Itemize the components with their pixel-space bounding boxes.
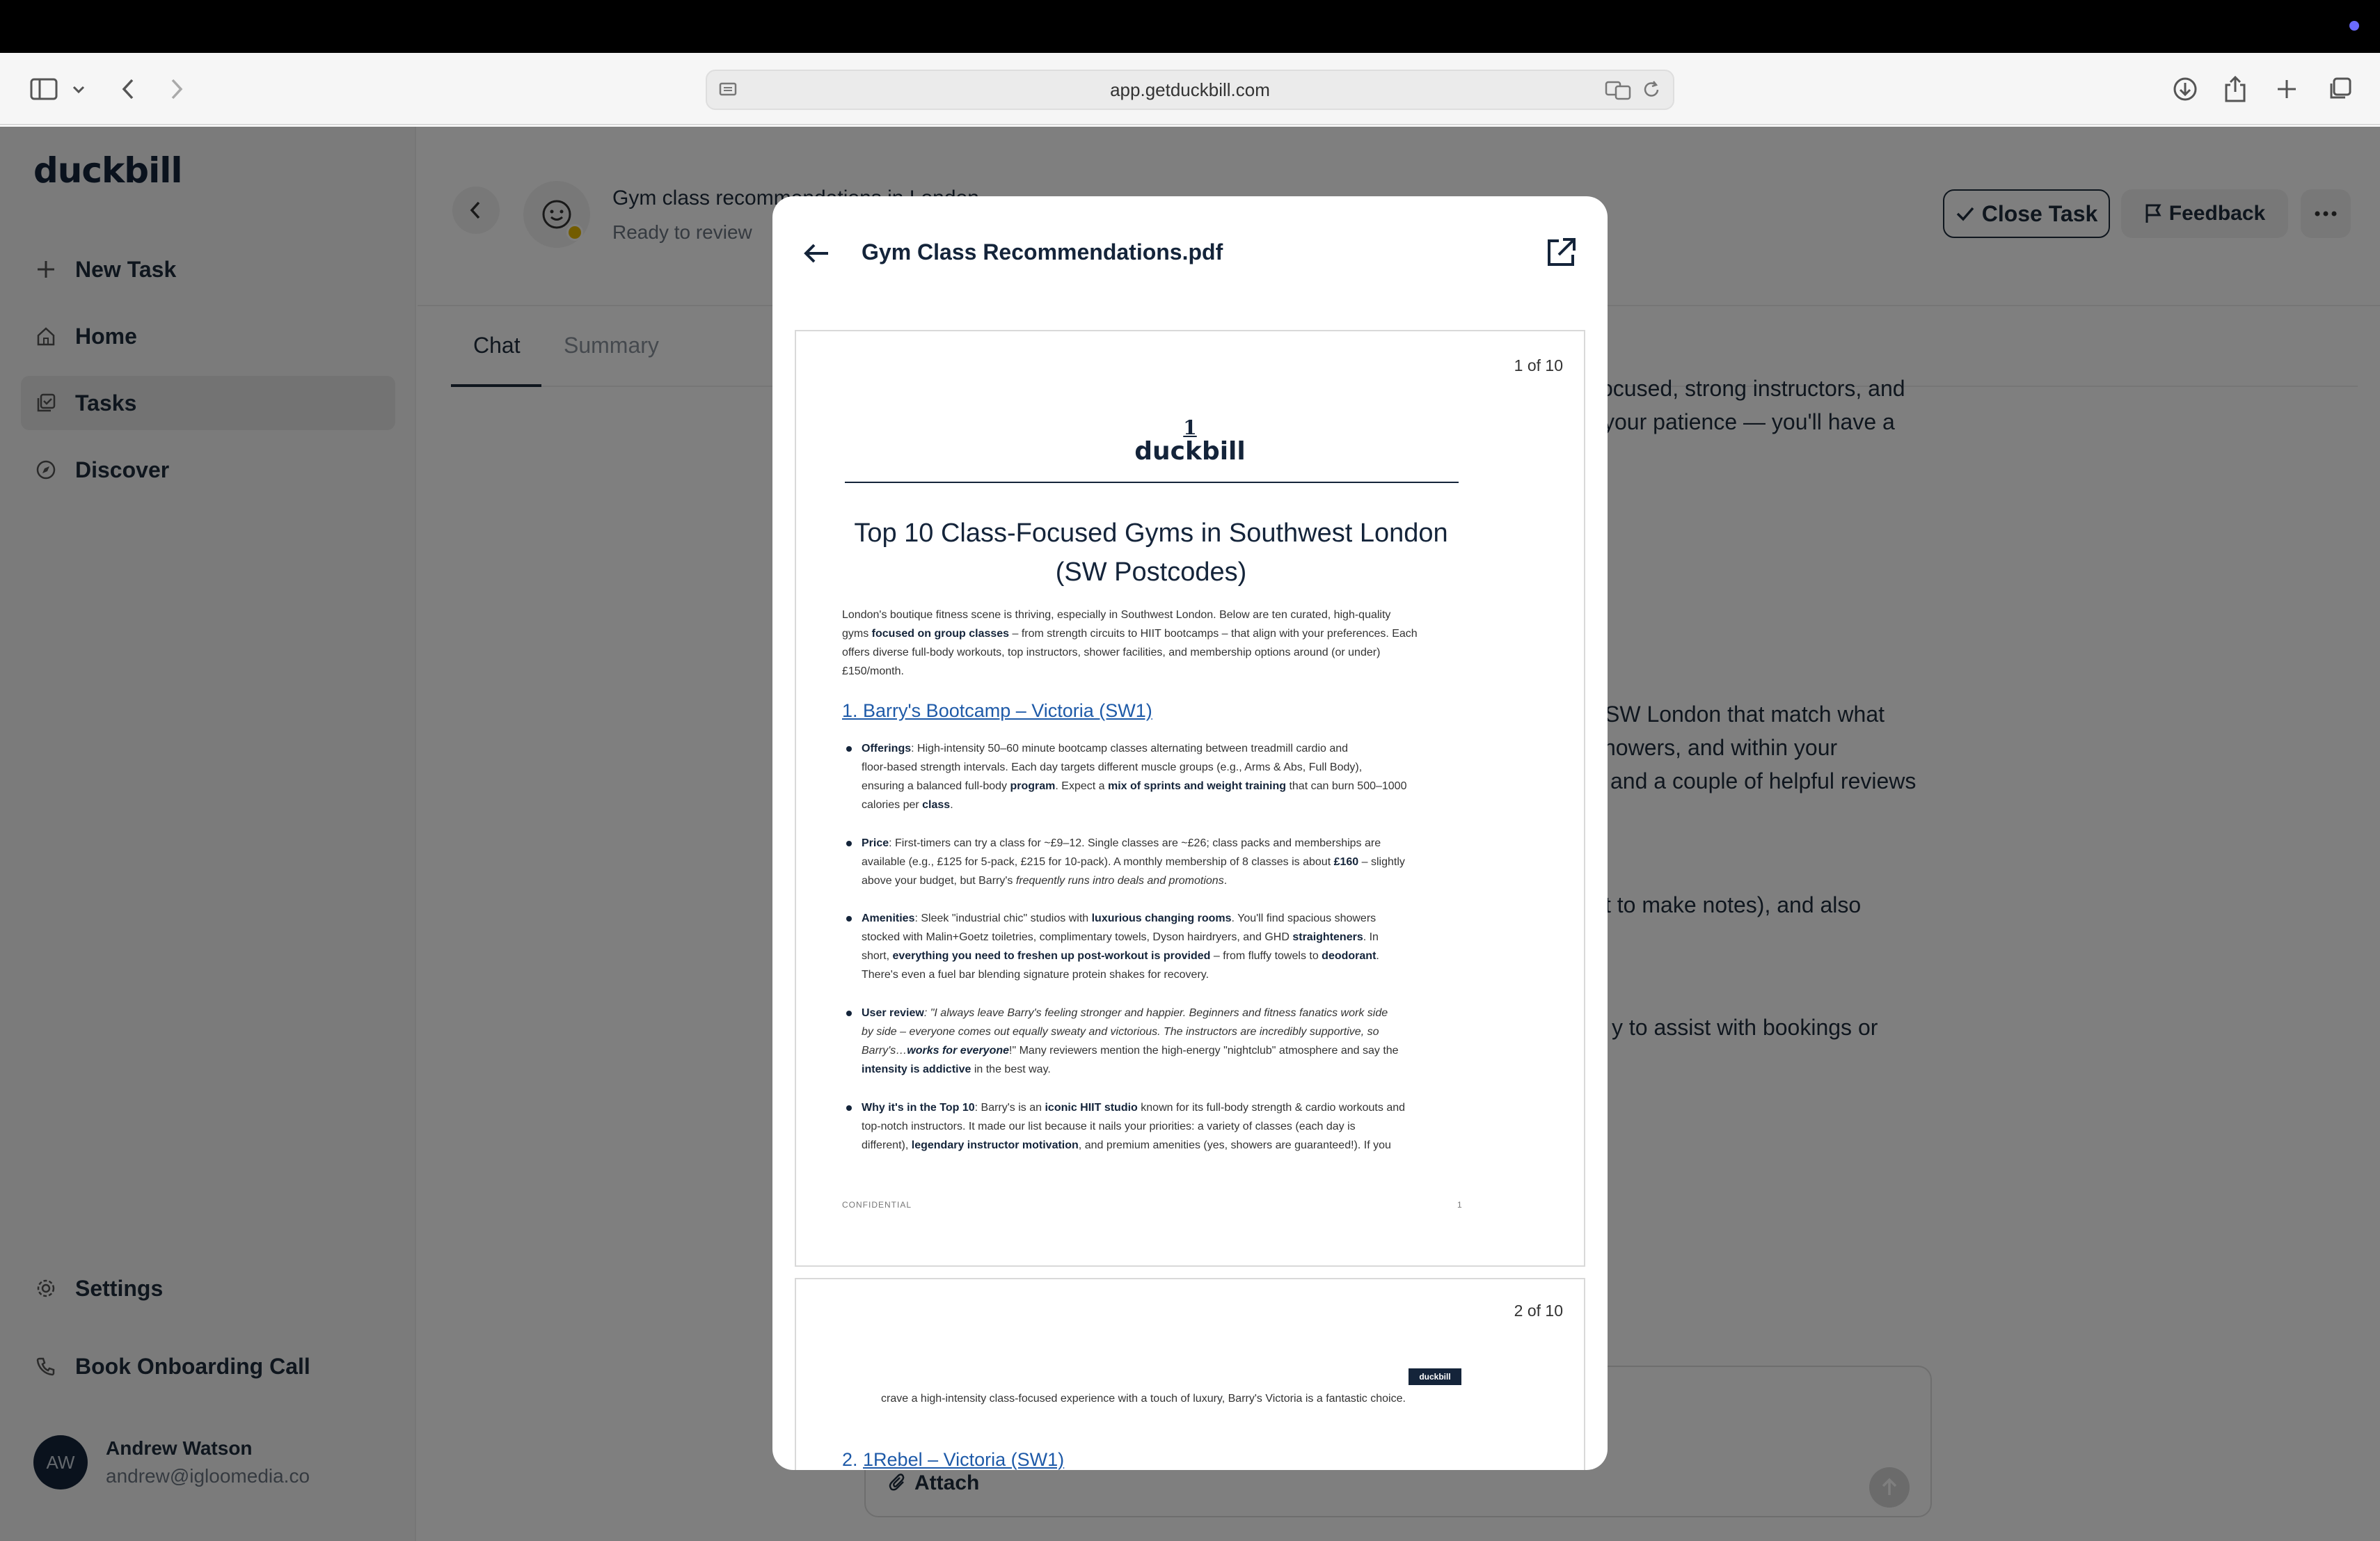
- text-run-bold: everything you need to freshen up post-workout is provided: [892, 950, 1211, 962]
- section-heading-link[interactable]: 1. Barry's Bootcamp – Victoria (SW1): [842, 700, 1152, 721]
- text-run: stocked with Malin+Goetz toiletries, complimentary towels, Dyson hairdryers, and GHD: [862, 931, 1293, 943]
- open-external-icon[interactable]: [1544, 235, 1578, 270]
- text-run-bold: intensity is addictive: [862, 1064, 971, 1075]
- pdf-viewer-modal: [772, 196, 1608, 1470]
- text-run-bold: class: [922, 799, 951, 811]
- doc-line: [862, 1060, 1460, 1079]
- share-icon[interactable]: [2220, 71, 2251, 107]
- doc-header-badge: duckbill: [1409, 1368, 1461, 1385]
- doc-line: [862, 777, 1460, 796]
- text-run: !" Many reviewers mention the high-energy "nightclub" atmosphere and say the: [1009, 1045, 1399, 1057]
- text-run: different),: [862, 1139, 912, 1151]
- pdf-page: [795, 330, 1585, 1267]
- text-run: above your budget, but Barry's: [862, 875, 1016, 887]
- doc-line: [862, 834, 1460, 853]
- text-run: : High-intensity 50–60 minute bootcamp classes alternating between treadmill cardio and: [911, 743, 1349, 754]
- text-run: .: [1223, 875, 1228, 887]
- text-run: calories per: [862, 799, 923, 811]
- text-run-bold: User review: [862, 1007, 924, 1019]
- pdf-page: [795, 1278, 1585, 1470]
- text-run-bold: legendary instructor motivation: [911, 1139, 1079, 1151]
- text-run-bold: program: [1010, 780, 1056, 792]
- text-run: .: [950, 799, 953, 811]
- text-run: – from fluffy towels to: [1210, 950, 1322, 962]
- page-indicator: 2 of 10: [1514, 1302, 1563, 1320]
- text-run-bold: mix of sprints and weight training: [1107, 780, 1286, 792]
- doc-line: [862, 853, 1460, 871]
- text-run: 2.: [842, 1449, 864, 1470]
- doc-logo-mark: 1: [1183, 416, 1197, 439]
- text-run-italic: by side – everyone comes out equally sweaty and victorious. The instructors are incredibly supportive, so: [862, 1026, 1379, 1038]
- translate-icon[interactable]: [1605, 79, 1631, 104]
- doc-line: [862, 909, 1460, 928]
- text-run-bold: luxurious changing rooms: [1091, 912, 1232, 924]
- doc-line: [862, 928, 1460, 947]
- bullet-price: [862, 834, 1460, 890]
- doc-line: top-notch instructors. It made our list because it nails your priorities: a variety of classes (each day is: [862, 1121, 1356, 1132]
- doc-line: London's boutique fitness scene is thriving, especially in Southwest London. Below are ten curated, high-quality: [842, 609, 1391, 621]
- url-text[interactable]: app.getduckbill.com: [1110, 79, 1270, 100]
- doc-line: [862, 1004, 1460, 1022]
- arrow-left-icon[interactable]: [800, 237, 834, 270]
- text-run: in the best way.: [971, 1064, 1051, 1075]
- section-heading-link[interactable]: 1Rebel – Victoria (SW1): [863, 1449, 1065, 1470]
- pdf-filename: Gym Class Recommendations.pdf: [862, 239, 1223, 264]
- page-indicator: 1 of 10: [1514, 356, 1563, 374]
- doc-line: [862, 871, 1460, 890]
- bullet-amenities: [862, 909, 1460, 984]
- text-run: – slightly: [1358, 856, 1405, 868]
- text-run: ensuring a balanced full-body: [862, 780, 1010, 792]
- text-run-italic: frequently runs intro deals and promotions: [1015, 875, 1224, 887]
- text-run: . Expect a: [1055, 780, 1108, 792]
- bullet-why-top-10: [862, 1098, 1460, 1155]
- doc-line: [862, 796, 1460, 814]
- browser-toolbar: [0, 53, 2380, 125]
- doc-line: [862, 1136, 1460, 1155]
- doc-line: [842, 624, 1468, 643]
- doc-line: offers diverse full-body workouts, top instructors, shower facilities, and membership options around (or under): [842, 647, 1381, 658]
- tab-overview-icon[interactable]: [2324, 71, 2355, 107]
- text-run-bold: Price: [862, 837, 889, 849]
- doc-title-line: Top 10 Class-Focused Gyms in Southwest London: [854, 519, 1448, 548]
- text-run-bold: iconic HIIT studio: [1045, 1102, 1138, 1114]
- site-info-icon[interactable]: [718, 79, 739, 104]
- text-run: short,: [862, 950, 893, 962]
- doc-line: £150/month.: [842, 665, 904, 677]
- text-run: : Sleek "industrial chic" studios with: [914, 912, 1092, 924]
- doc-intro: [842, 606, 1468, 681]
- text-run: .: [1376, 950, 1379, 962]
- doc-line: crave a high-intensity class-focused experience with a touch of luxury, Barry's Victoria is a fantastic choice.: [881, 1393, 1406, 1405]
- back-icon[interactable]: [114, 71, 142, 107]
- text-run: – from strength circuits to HIIT bootcamps – that align with your preferences. Each: [1009, 628, 1418, 640]
- text-run-bold: Why it's in the Top 10: [862, 1102, 975, 1114]
- doc-line: [862, 1041, 1460, 1060]
- text-run: known for its full-body strength & cardio workouts and: [1137, 1102, 1406, 1114]
- doc-logo: duckbill: [1134, 437, 1246, 466]
- text-run: , and premium amenities (yes, showers are guaranteed!). If you: [1078, 1139, 1391, 1151]
- doc-footer-page-number: 1: [1457, 1200, 1463, 1210]
- new-tab-icon[interactable]: [2271, 71, 2302, 107]
- bullet-offerings: [862, 739, 1460, 814]
- text-run-bold: straighteners: [1292, 931, 1363, 943]
- address-bar[interactable]: [706, 70, 1674, 110]
- status-dot: [2349, 21, 2359, 31]
- doc-divider: [845, 482, 1459, 483]
- text-run: : First-timers can try a class for ~£9–12. Single classes are ~£26; class packs and memberships are: [889, 837, 1381, 849]
- section-heading: [842, 1449, 1064, 1470]
- doc-line: floor-based strength intervals. Each day targets different muscle groups (e.g., Arms & Abs, Full Body),: [862, 761, 1363, 773]
- text-run-bold: £160: [1333, 856, 1359, 868]
- os-menu-bar: [0, 0, 2380, 53]
- text-run-bold: Amenities: [862, 912, 915, 924]
- doc-line: [862, 739, 1460, 758]
- text-run: available (e.g., £125 for 5-pack, £215 for 10-pack). A monthly membership of 8 classes is about: [862, 856, 1334, 868]
- doc-title-line: (SW Postcodes): [1055, 558, 1247, 587]
- chevron-down-icon[interactable]: [68, 71, 89, 107]
- doc-line: [862, 1098, 1460, 1117]
- doc-footer-confidential: CONFIDENTIAL: [842, 1200, 912, 1210]
- sidebar-toggle-icon[interactable]: [26, 71, 61, 107]
- bullet-user-review: [862, 1004, 1460, 1079]
- text-run-italic: : "I always leave Barry's feeling stronger and happier. Beginners and fitness fanatics work side: [923, 1007, 1388, 1019]
- text-run-bold-italic: works for everyone: [907, 1045, 1010, 1057]
- text-run: : Barry's is an: [974, 1102, 1045, 1114]
- doc-line: [862, 947, 1460, 965]
- text-run-bold: Offerings: [862, 743, 912, 754]
- text-run-italic: Barry's…: [862, 1045, 907, 1057]
- text-run-bold: deodorant: [1322, 950, 1377, 962]
- text-run: . You'll find spacious showers: [1231, 912, 1377, 924]
- doc-title: [838, 514, 1464, 592]
- download-icon[interactable]: [2170, 71, 2200, 107]
- doc-line: [862, 1022, 1460, 1041]
- reload-icon[interactable]: [1641, 79, 1662, 104]
- forward-icon[interactable]: [163, 71, 191, 107]
- text-run-bold: focused on group classes: [871, 628, 1010, 640]
- doc-line: There's even a fuel bar blending signature protein shakes for recovery.: [862, 969, 1209, 981]
- text-run: gyms: [842, 628, 872, 640]
- text-run: . In: [1363, 931, 1379, 943]
- text-run: that can burn 500–1000: [1286, 780, 1407, 792]
